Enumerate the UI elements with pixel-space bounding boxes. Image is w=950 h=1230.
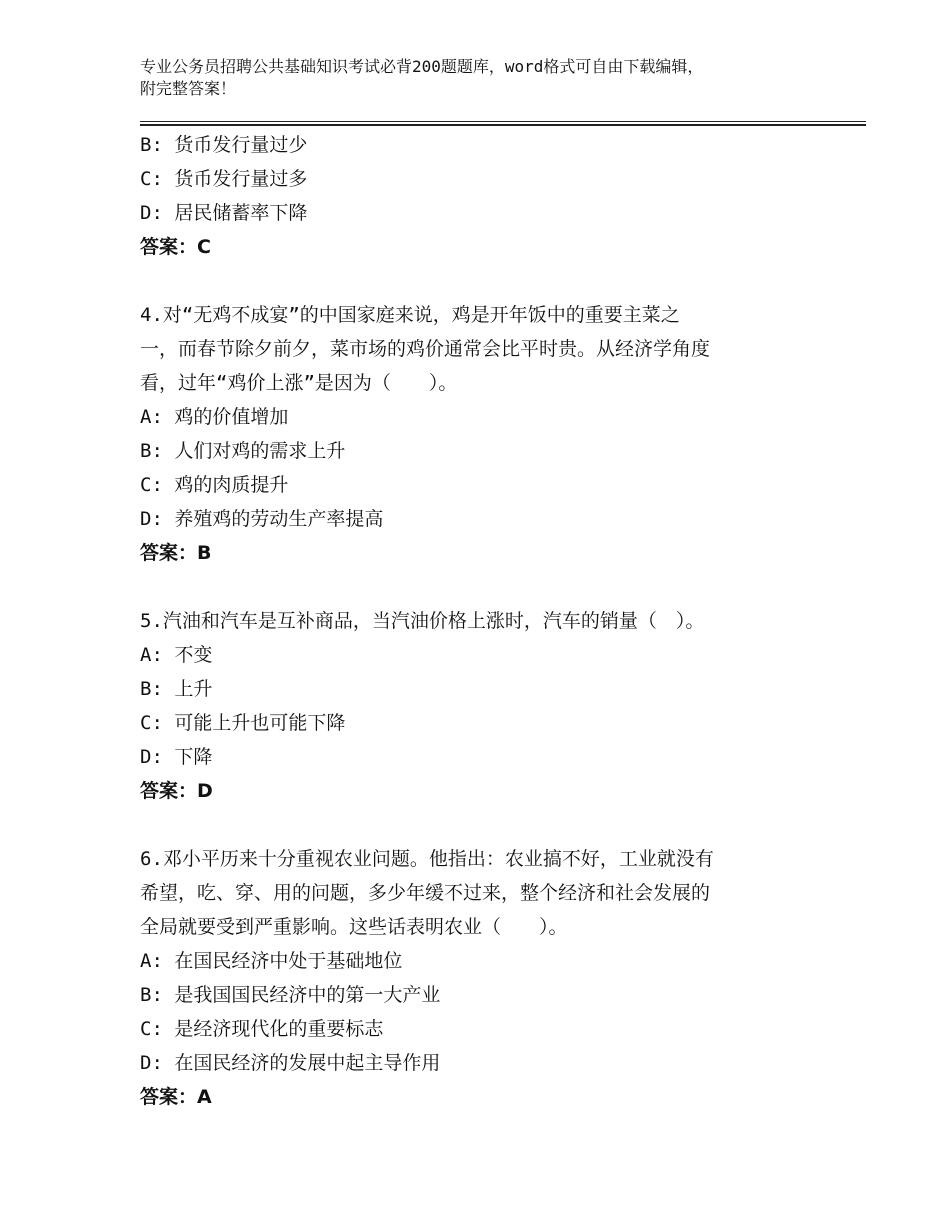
option-b: B: 人们对鸡的需求上升 xyxy=(140,440,346,462)
answer-label: 答案：C xyxy=(140,236,211,258)
option-a: A: 不变 xyxy=(140,644,213,666)
option-b: B: 上升 xyxy=(140,678,213,700)
question-stem-line: 全局就要受到严重影响。这些话表明农业（ ）。 xyxy=(140,916,568,938)
option-b: B: 货币发行量过少 xyxy=(140,134,308,156)
question-stem-line: 6.邓小平历来十分重视农业问题。他指出：农业搞不好，工业就没有 xyxy=(140,848,714,870)
question-stem-line: 看，过年“鸡价上涨”是因为（ ）。 xyxy=(140,372,458,394)
answer-label: 答案：B xyxy=(140,542,212,564)
option-d: D: 在国民经济的发展中起主导作用 xyxy=(140,1052,441,1074)
header-line-2: 附完整答案！ xyxy=(140,79,237,98)
option-c: C: 是经济现代化的重要标志 xyxy=(140,1018,384,1040)
option-c: C: 货币发行量过多 xyxy=(140,168,308,190)
option-d: D: 居民储蓄率下降 xyxy=(140,202,308,224)
question-block xyxy=(140,128,810,264)
question-stem-line: 5.汽油和汽车是互补商品，当汽油价格上涨时，汽车的销量（ ）。 xyxy=(140,610,705,632)
question-list xyxy=(140,128,810,1114)
answer-label: 答案：D xyxy=(140,780,213,802)
option-a: A: 鸡的价值增加 xyxy=(140,406,289,428)
document-header xyxy=(140,56,820,100)
option-d: D: 养殖鸡的劳动生产率提高 xyxy=(140,508,384,530)
answer-label: 答案：A xyxy=(140,1086,212,1108)
option-c: C: 鸡的肉质提升 xyxy=(140,474,289,496)
question-stem-line: 4.对“无鸡不成宴”的中国家庭来说，鸡是开年饭中的重要主菜之 xyxy=(140,304,680,326)
header-rule-top xyxy=(140,121,866,122)
question-block xyxy=(140,842,810,1114)
option-d: D: 下降 xyxy=(140,746,213,768)
option-c: C: 可能上升也可能下降 xyxy=(140,712,346,734)
option-a: A: 在国民经济中处于基础地位 xyxy=(140,950,403,972)
question-block xyxy=(140,298,810,570)
question-stem-line: 希望，吃、穿、用的问题，多少年缓不过来，整个经济和社会发展的 xyxy=(140,882,711,904)
header-rule-bottom xyxy=(140,124,866,126)
header-line-1: 专业公务员招聘公共基础知识考试必背200题题库，word格式可自由下载编辑， xyxy=(140,57,704,76)
question-stem-line: 一，而春节除夕前夕，菜市场的鸡价通常会比平时贵。从经济学角度 xyxy=(140,338,711,360)
option-b: B: 是我国国民经济中的第一大产业 xyxy=(140,984,441,1006)
question-block xyxy=(140,604,810,808)
